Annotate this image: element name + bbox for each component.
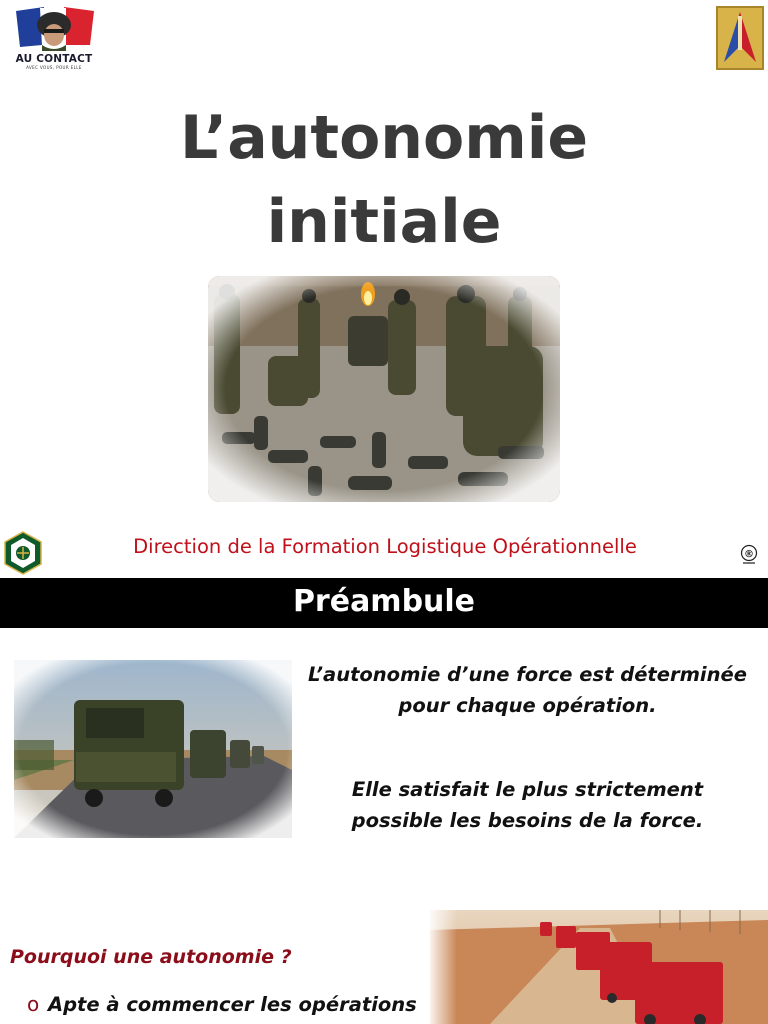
bullet-text: Apte à commencer les opérations <box>48 993 417 1016</box>
title-line-1: L’autonomie <box>179 103 589 173</box>
logistics-corps-emblem-icon <box>716 6 764 70</box>
au-contact-subcaption: AVEC VOUS, POUR ELLE <box>26 65 82 70</box>
au-contact-caption: AU CONTACT <box>15 53 93 65</box>
registered-mark-icon <box>740 544 758 566</box>
paragraph-1: L’autonomie d’une force est déterminée pour chaque opération. <box>308 663 747 717</box>
desert-red-truck-convoy-photo <box>430 910 768 1024</box>
military-truck-convoy-photo <box>14 660 292 838</box>
soldiers-artillery-photo <box>208 276 560 502</box>
title-line-2: initiale <box>266 187 502 257</box>
section-title: Préambule <box>292 584 476 619</box>
registered-mark-text: ® <box>744 549 754 560</box>
page-title <box>0 96 768 264</box>
soldier-helmet-flag-icon <box>6 5 102 55</box>
au-contact-logo <box>6 5 102 71</box>
question-heading: Pourquoi une autonomie ? <box>10 946 292 968</box>
paragraph-2: Elle satisfait le plus strictement possible les besoins de la force. <box>351 778 704 832</box>
direction-text: Direction de la Formation Logistique Opérationnelle <box>133 535 637 558</box>
direction-emblem-icon <box>3 531 43 575</box>
bullet-marker: o <box>27 992 40 1016</box>
